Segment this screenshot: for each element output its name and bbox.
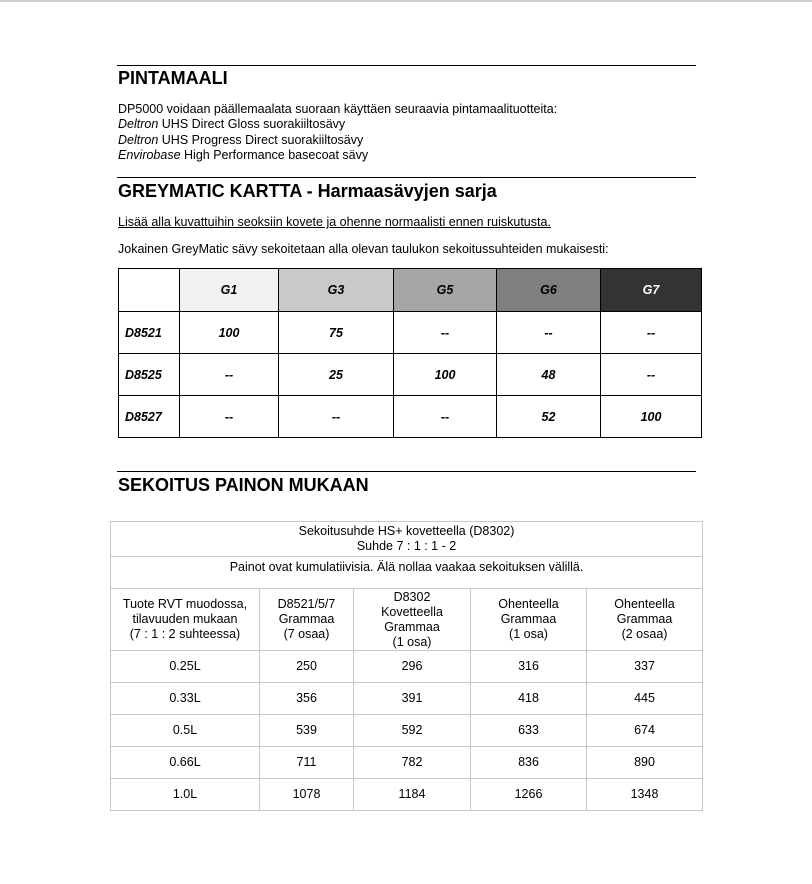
mixing-cell: 445: [587, 683, 703, 715]
table-row: [119, 396, 702, 438]
greymatic-cell: --: [279, 396, 394, 438]
section-rule: [117, 65, 696, 66]
greymatic-row-label: D8525: [119, 354, 180, 396]
mixing-cell: 0.5L: [111, 715, 260, 747]
mixing-cell: 711: [260, 747, 354, 779]
greymatic-cell: --: [601, 354, 702, 396]
mixing-note-row: [111, 557, 703, 589]
mixing-col-header: [587, 589, 703, 651]
header-line: (1 osa): [392, 634, 432, 649]
header-line: Grammaa: [500, 612, 557, 626]
mixing-note-cell: Painot ovat kumulatiivisia. Älä nollaa vaakaa sekoituksen välillä.: [111, 557, 703, 589]
greymatic-note-underlined: Lisää alla kuvattuihin seoksiin kovete ja ohenne normaalisti ennen ruiskutusta.: [118, 215, 551, 229]
mixing-cell: 782: [354, 747, 471, 779]
product-brand: Deltron: [118, 117, 159, 131]
mixing-title-row: [111, 522, 703, 557]
mixing-cell: 1078: [260, 779, 354, 811]
mixing-cell: 890: [587, 747, 703, 779]
header-line: Ohenteella: [614, 597, 675, 611]
greymatic-cell: 48: [497, 354, 601, 396]
mixing-col-header: [111, 589, 260, 651]
table-row: [111, 683, 703, 715]
header-line: Ohenteella: [498, 597, 559, 611]
greymatic-header-row: [119, 269, 702, 312]
table-row: [111, 715, 703, 747]
mixing-table: [110, 521, 703, 811]
greymatic-note: Jokainen GreyMatic sävy sekoitetaan alla olevan taulukon sekoitussuhteiden mukaisesti:: [118, 242, 609, 256]
greymatic-col-header: G1: [180, 269, 279, 312]
mixing-cell: 250: [260, 651, 354, 683]
mixing-title-line: Sekoitusuhde HS+ kovetteella (D8302): [298, 524, 515, 538]
header-line: Grammaa: [278, 612, 335, 626]
mixing-ratio-line: Suhde 7 : 1 : 1 - 2: [356, 539, 457, 553]
product-name: UHS Progress Direct suorakiiltosävy: [158, 133, 364, 147]
greymatic-cell: --: [180, 396, 279, 438]
header-line: (2 osaa): [621, 627, 668, 641]
mixing-cell: 1266: [471, 779, 587, 811]
mixing-cell: 296: [354, 651, 471, 683]
header-line: Tuote RVT muodossa,: [122, 597, 248, 611]
header-line: (7 osaa): [283, 627, 330, 641]
greymatic-table: [118, 268, 702, 438]
greymatic-col-header: G5: [394, 269, 497, 312]
pintamaali-intro: DP5000 voidaan päällemaalata suoraan käyttäen seuraavia pintamaalituotteita:: [118, 102, 558, 116]
table-row: [119, 312, 702, 354]
greymatic-cell: --: [394, 312, 497, 354]
header-line: tilavuuden mukaan: [132, 612, 238, 626]
greymatic-col-header: G7: [601, 269, 702, 312]
greymatic-cell: 52: [497, 396, 601, 438]
mixing-cell: 418: [471, 683, 587, 715]
mixing-cell: 356: [260, 683, 354, 715]
mixing-cell: 391: [354, 683, 471, 715]
greymatic-cell: 100: [601, 396, 702, 438]
mixing-cell: 0.33L: [111, 683, 260, 715]
mixing-cell: 337: [587, 651, 703, 683]
section-heading-greymatic: GREYMATIC KARTTA - Harmaasävyjen sarja: [118, 181, 497, 201]
greymatic-cell: --: [394, 396, 497, 438]
greymatic-cell: 75: [279, 312, 394, 354]
header-line: D8521/5/7: [277, 597, 336, 611]
product-name: High Performance basecoat sävy: [180, 148, 369, 162]
greymatic-cell: --: [497, 312, 601, 354]
product-brand: Envirobase: [118, 148, 181, 162]
header-line: Grammaa: [384, 619, 440, 634]
table-row: [111, 651, 703, 683]
product-line: [118, 132, 363, 148]
product-brand: Deltron: [118, 133, 159, 147]
header-line: Grammaa: [616, 612, 673, 626]
header-line: (1 osa): [509, 627, 548, 641]
product-name: UHS Direct Gloss suorakiiltosävy: [158, 117, 346, 131]
table-row: [111, 779, 703, 811]
mixing-col-header: [471, 589, 587, 651]
mixing-col-header: [354, 589, 471, 651]
greymatic-corner-cell: [119, 269, 180, 312]
header-line: D8302: [393, 589, 431, 604]
mixing-title-cell: [111, 522, 703, 557]
greymatic-cell: 100: [180, 312, 279, 354]
table-row: [111, 747, 703, 779]
top-border: [0, 0, 812, 2]
mixing-cell: 0.25L: [111, 651, 260, 683]
greymatic-row-label: D8527: [119, 396, 180, 438]
header-line: (7 : 1 : 2 suhteessa): [129, 627, 241, 641]
section-rule: [117, 177, 696, 178]
mixing-cell: 592: [354, 715, 471, 747]
mixing-header-row: [111, 589, 703, 651]
product-line: [118, 147, 368, 163]
mixing-cell: 1348: [587, 779, 703, 811]
mixing-col-header: [260, 589, 354, 651]
section-heading-sekoitus: SEKOITUS PAINON MUKAAN: [118, 475, 369, 495]
greymatic-col-header: G3: [279, 269, 394, 312]
section-heading-pintamaali: PINTAMAALI: [118, 68, 228, 88]
greymatic-cell: 25: [279, 354, 394, 396]
greymatic-row-label: D8521: [119, 312, 180, 354]
greymatic-cell: 100: [394, 354, 497, 396]
mixing-cell: 674: [587, 715, 703, 747]
section-rule: [117, 471, 696, 472]
greymatic-cell: --: [601, 312, 702, 354]
product-line: [118, 116, 345, 132]
mixing-cell: 1184: [354, 779, 471, 811]
table-row: [119, 354, 702, 396]
mixing-cell: 539: [260, 715, 354, 747]
mixing-cell: 633: [471, 715, 587, 747]
mixing-cell: 836: [471, 747, 587, 779]
mixing-cell: 316: [471, 651, 587, 683]
mixing-cell: 1.0L: [111, 779, 260, 811]
greymatic-col-header: G6: [497, 269, 601, 312]
mixing-cell: 0.66L: [111, 747, 260, 779]
header-line: Kovetteella: [381, 604, 443, 619]
greymatic-cell: --: [180, 354, 279, 396]
